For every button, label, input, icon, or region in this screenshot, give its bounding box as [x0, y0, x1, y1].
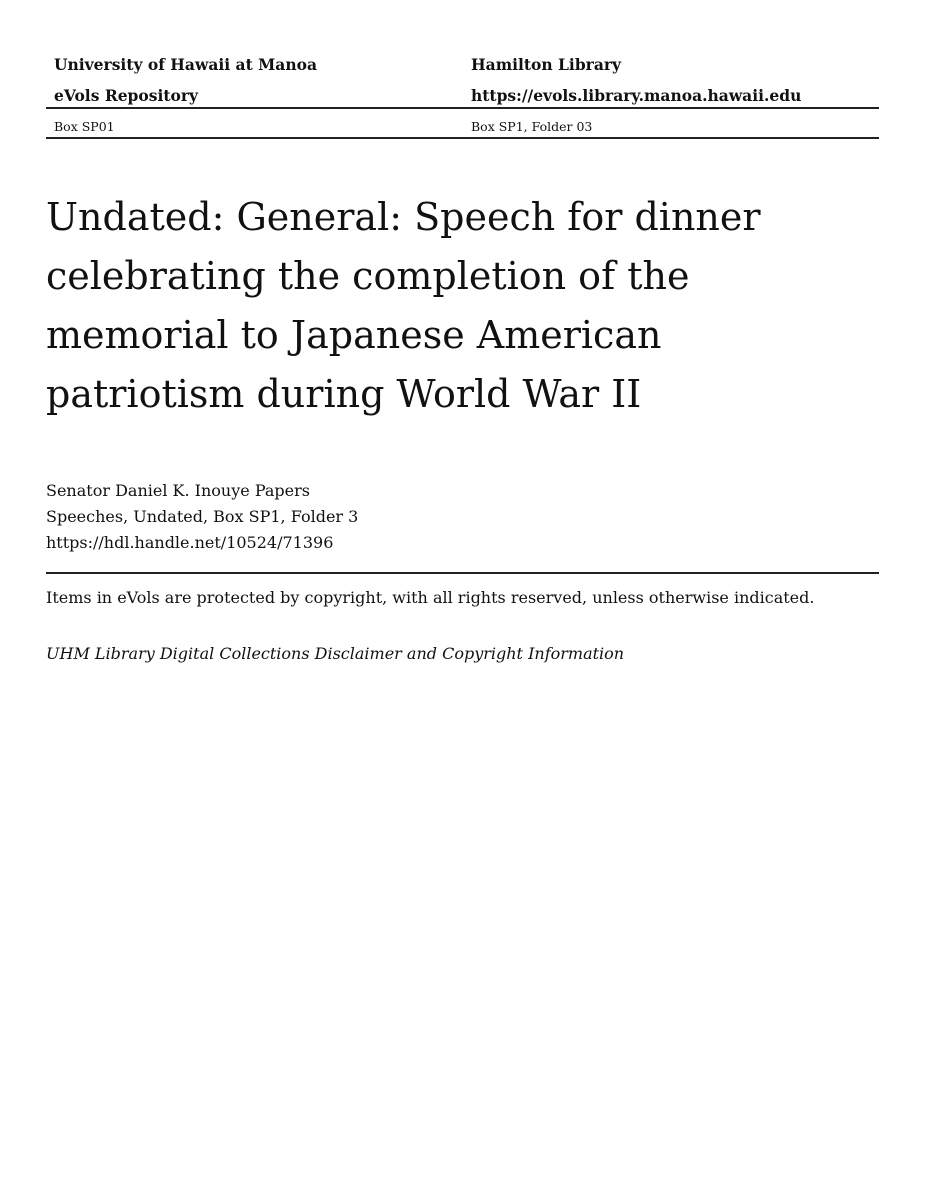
copyright-notice: Items in eVols are protected by copyright, with all rights reserved, unless otherwise indicated.: [46, 588, 815, 607]
repository-name: eVols Repository: [54, 86, 199, 105]
title-line: Undated: General: Speech for dinner: [46, 195, 761, 239]
title-line: patriotism during World War II: [46, 372, 642, 416]
header-divider-top: [46, 107, 879, 109]
library-name: Hamilton Library: [471, 55, 622, 74]
box-label: Box SP01: [54, 119, 115, 134]
title-line: celebrating the completion of the: [46, 254, 690, 298]
box-folder-label: Box SP1, Folder 03: [471, 119, 593, 134]
disclaimer-link[interactable]: UHM Library Digital Collections Disclaimer and Copyright Information: [46, 644, 625, 663]
footer-divider: [46, 572, 879, 574]
handle-link[interactable]: https://hdl.handle.net/10524/71396: [46, 533, 334, 552]
series-location: Speeches, Undated, Box SP1, Folder 3: [46, 507, 359, 526]
institution-name: University of Hawaii at Manoa: [54, 55, 317, 74]
repository-url-link[interactable]: https://evols.library.manoa.hawaii.edu: [471, 86, 802, 105]
document-title: [46, 188, 866, 424]
collection-name: Senator Daniel K. Inouye Papers: [46, 481, 310, 500]
title-line: memorial to Japanese American: [46, 313, 662, 357]
header-divider-bottom: [46, 137, 879, 139]
